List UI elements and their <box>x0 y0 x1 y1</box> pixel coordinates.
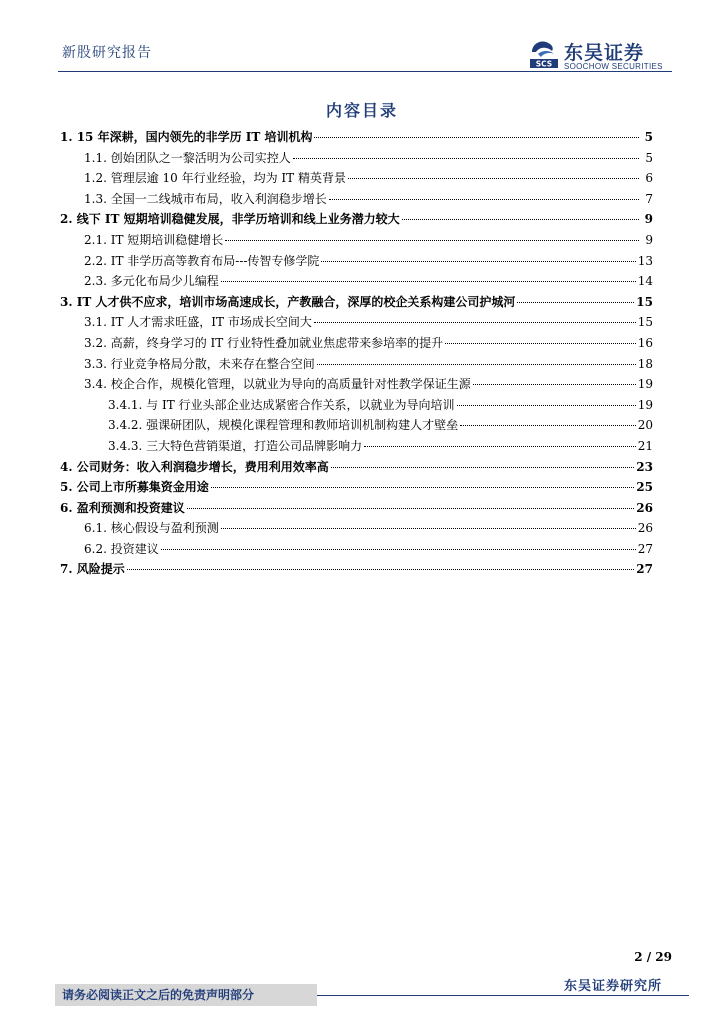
toc-dot-leader <box>331 467 635 468</box>
toc-entry-page[interactable]: 7 <box>645 191 653 206</box>
toc-entry-page[interactable]: 19 <box>637 397 653 412</box>
toc-entry-page[interactable]: 9 <box>645 232 653 247</box>
toc-entry-title[interactable]: 2.1. IT 短期培训稳健增长 <box>84 232 224 247</box>
toc-entry-title[interactable]: 6.2. 投资建议 <box>84 541 159 556</box>
logo-chinese-name: 东吴证券 <box>564 42 645 64</box>
footer-divider <box>317 995 689 996</box>
toc-dot-leader <box>364 446 636 447</box>
toc-entry-page[interactable]: 9 <box>644 212 653 227</box>
toc-entry-title[interactable]: 6.1. 核心假设与盈利预测 <box>84 521 219 536</box>
table-of-contents <box>60 128 653 581</box>
toc-entry[interactable] <box>60 231 653 252</box>
toc-dot-leader <box>314 322 636 323</box>
toc-entry[interactable] <box>60 396 653 417</box>
toc-entry-page[interactable]: 16 <box>637 335 653 350</box>
soochow-securities-logo <box>528 38 678 72</box>
report-type-label: 新股研究报告 <box>62 45 152 61</box>
toc-entry-title[interactable]: 3.4. 校企合作，规模化管理，以就业为导向的高质量针对性教学保证生源 <box>84 377 471 392</box>
toc-entry[interactable] <box>60 355 653 376</box>
toc-entry-title[interactable]: 3.4.1. 与 IT 行业头部企业达成紧密合作关系，以就业为导向培训 <box>108 397 455 412</box>
toc-entry-page[interactable]: 15 <box>637 315 653 330</box>
toc-entry-title[interactable]: 6. 盈利预测和投资建议 <box>60 500 185 515</box>
toc-entry-page[interactable]: 14 <box>637 274 653 289</box>
toc-entry[interactable] <box>60 416 653 437</box>
footer-disclaimer: 请务必阅读正文之后的免责声明部分 <box>62 988 255 1002</box>
toc-entry[interactable] <box>60 128 653 149</box>
toc-entry-title[interactable]: 3. IT 人才供不应求，培训市场高速成长，产教融合，深厚的校企关系构建公司护城河 <box>60 294 516 309</box>
toc-dot-leader <box>473 384 636 385</box>
toc-entry[interactable] <box>60 458 653 479</box>
toc-entry-page[interactable]: 23 <box>636 459 653 474</box>
toc-dot-leader <box>348 178 639 179</box>
toc-entry-title[interactable]: 2. 线下 IT 短期培训稳健发展，非学历培训和线上业务潜力较大 <box>60 212 400 227</box>
toc-dot-leader <box>402 219 639 220</box>
toc-entry-title[interactable]: 2.2. IT 非学历高等教育布局---传智专修学院 <box>84 253 320 268</box>
toc-dot-leader <box>317 364 636 365</box>
toc-entry[interactable] <box>60 437 653 458</box>
toc-dot-leader <box>321 261 635 262</box>
toc-entry[interactable] <box>60 252 653 273</box>
toc-dot-leader <box>221 281 636 282</box>
toc-dot-leader <box>187 508 635 509</box>
toc-title: 内容目录 <box>325 101 398 120</box>
toc-entry[interactable] <box>60 293 653 314</box>
toc-dot-leader <box>211 487 635 488</box>
toc-entry-page[interactable]: 5 <box>644 130 653 144</box>
toc-entry[interactable] <box>60 334 653 355</box>
toc-entry-title[interactable]: 3.1. IT 人才需求旺盛，IT 市场成长空间大 <box>84 315 312 330</box>
toc-entry[interactable] <box>60 478 653 499</box>
toc-entry[interactable] <box>60 210 653 231</box>
toc-entry-page[interactable]: 19 <box>637 377 653 392</box>
toc-dot-leader <box>329 199 639 200</box>
toc-dot-leader <box>127 569 635 570</box>
page-number: 2 / 29 <box>634 950 672 964</box>
toc-entry-title[interactable]: 5. 公司上市所募集资金用途 <box>60 480 209 495</box>
scs-logo-icon <box>528 38 560 70</box>
logo-mark-letters: SCS <box>535 59 553 69</box>
toc-entry-page[interactable]: 15 <box>636 294 653 309</box>
toc-entry-title[interactable]: 4. 公司财务：收入利润稳步增长，费用利用效率高 <box>60 459 329 474</box>
toc-dot-leader <box>460 425 636 426</box>
toc-entry-title[interactable]: 3.3. 行业竞争格局分散，未来存在整合空间 <box>84 356 315 371</box>
toc-entry-page[interactable]: 27 <box>637 541 653 556</box>
toc-entry[interactable] <box>60 169 653 190</box>
toc-entry-title[interactable]: 3.4.3. 三大特色营销渠道，打造公司品牌影响力 <box>108 438 363 453</box>
toc-entry[interactable] <box>60 190 653 211</box>
toc-entry[interactable] <box>60 499 653 520</box>
toc-entry-page[interactable]: 27 <box>636 562 653 577</box>
toc-entry[interactable] <box>60 375 653 396</box>
toc-entry-title[interactable]: 1.1. 创始团队之一黎活明为公司实控人 <box>84 150 291 165</box>
toc-entry-page[interactable]: 26 <box>636 500 653 515</box>
toc-entry-page[interactable]: 25 <box>636 480 653 495</box>
toc-entry-page[interactable]: 6 <box>645 171 653 186</box>
toc-entry[interactable] <box>60 313 653 334</box>
toc-entry[interactable] <box>60 560 653 581</box>
header-divider <box>58 71 672 72</box>
toc-entry-title[interactable]: 2.3. 多元化布局少儿编程 <box>84 274 219 289</box>
toc-entry-title[interactable]: 3.2. 高薪，终身学习的 IT 行业特性叠加就业焦虑带来参培率的提升 <box>84 335 444 350</box>
logo-english-name: SOOCHOW SECURITIES <box>564 62 663 71</box>
toc-dot-leader <box>161 549 636 550</box>
toc-entry-page[interactable]: 26 <box>637 521 653 536</box>
toc-dot-leader <box>457 405 636 406</box>
toc-entry-page[interactable]: 21 <box>637 438 653 453</box>
toc-dot-leader <box>517 302 634 303</box>
toc-dot-leader <box>314 137 639 138</box>
toc-dot-leader <box>225 240 639 241</box>
toc-entry-title[interactable]: 3.4.2. 强课研团队，规模化课程管理和教师培训机制构建人才壁垒 <box>108 418 459 433</box>
toc-entry-title[interactable]: 7. 风险提示 <box>60 562 125 577</box>
toc-dot-leader <box>293 158 639 159</box>
toc-entry[interactable] <box>60 540 653 561</box>
toc-entry-title[interactable]: 1.3. 全国一二线城市布局，收入利润稳步增长 <box>84 191 327 206</box>
toc-dot-leader <box>221 528 636 529</box>
toc-entry-page[interactable]: 13 <box>637 253 653 268</box>
toc-entry[interactable] <box>60 149 653 170</box>
footer-institute: 东吴证券研究所 <box>563 979 662 994</box>
toc-entry-page[interactable]: 18 <box>637 356 653 371</box>
toc-entry[interactable] <box>60 519 653 540</box>
toc-entry-title[interactable]: 1.2. 管理层逾 10 年行业经验，均为 IT 精英背景 <box>84 171 346 186</box>
toc-entry-title[interactable]: 1. 15 年深耕，国内领先的非学历 IT 培训机构 <box>60 130 313 144</box>
toc-entry-page[interactable]: 5 <box>645 150 653 165</box>
toc-dot-leader <box>445 343 636 344</box>
toc-entry-page[interactable]: 20 <box>637 418 653 433</box>
toc-entry[interactable] <box>60 272 653 293</box>
